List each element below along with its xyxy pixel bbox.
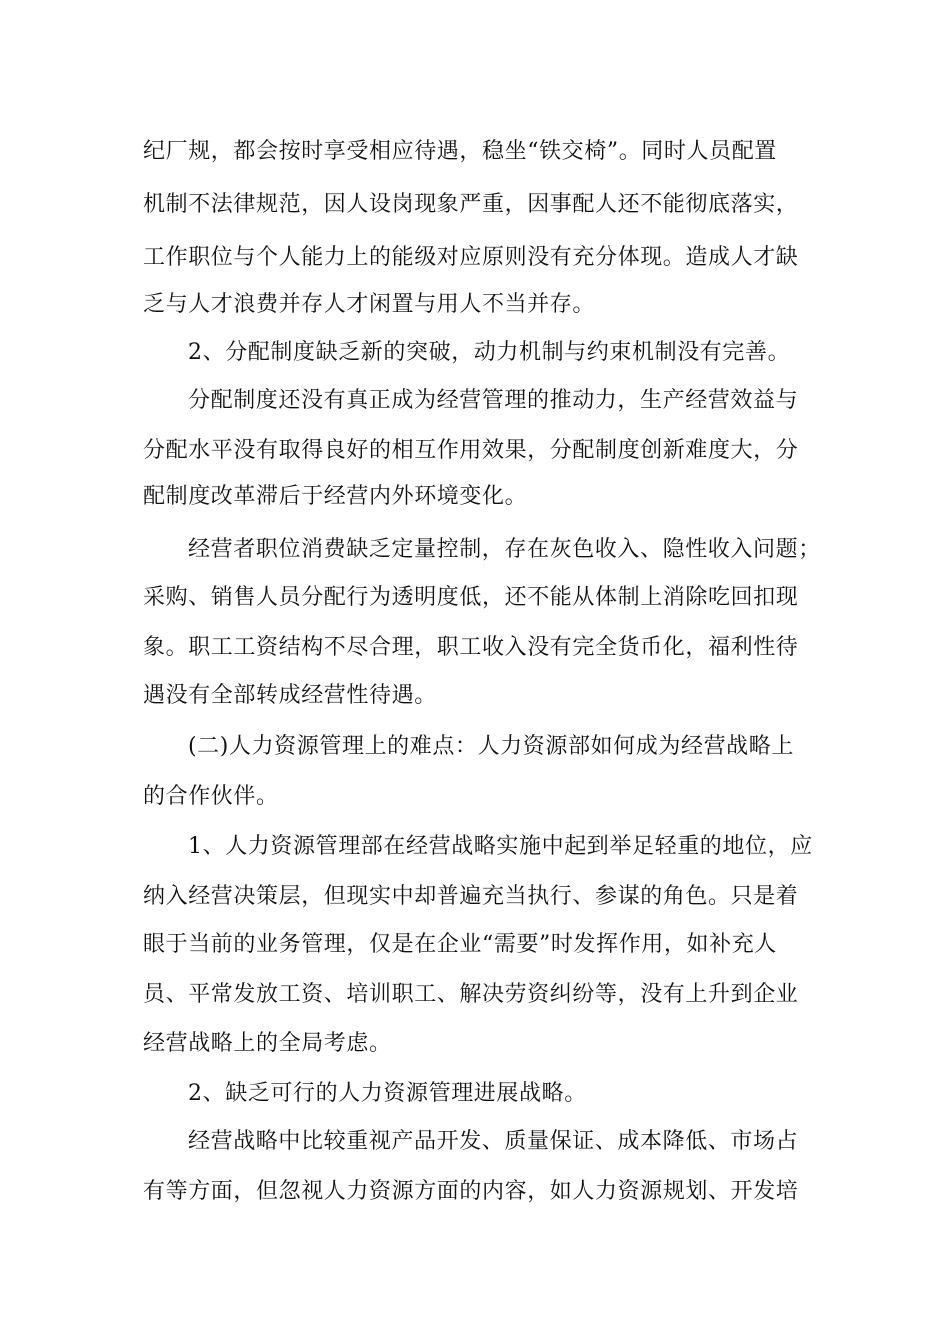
text-line: 乏与人才浪费并存人才闲置与用人不当并存。 (143, 292, 596, 317)
text-line: 有等方面，但忽视人力资源方面的内容，如人力资源规划、开发培 (143, 1179, 799, 1204)
text-line: 员、平常发放工资、培训职工、解决劳资纠纷等，没有上升到企业 (143, 982, 799, 1007)
text-line: 象。职工工资结构不尽合理，职工收入没有完全货币化，福利性待 (143, 635, 799, 660)
text-line: 采购、销售人员分配行为透明度低，还不能从体制上消除吃回扣现 (143, 585, 799, 610)
text-line: 分配水平没有取得良好的相互作用效果，分配制度创新难度大，分 (143, 438, 799, 463)
text-line: 纪厂规，都会按时享受相应待遇，稳坐“铁交椅”。同时人员配置 (143, 139, 777, 164)
text-line: 经营战略上的全局考虑。 (143, 1031, 392, 1056)
text-line: 眼于当前的业务管理，仅是在企业“需要”时发挥作用，如补充人 (143, 932, 777, 957)
text-line: 配制度改革滞后于经营内外环境变化。 (143, 484, 528, 509)
text-line: 分配制度还没有真正成为经营管理的推动力，生产经营效益与 (188, 388, 799, 413)
text-line: 工作职位与个人能力上的能级对应原则没有充分体现。造成人才缺 (143, 245, 799, 270)
text-line: 机制不法律规范，因人设岗现象严重，因事配人还不能彻底落实， (143, 192, 799, 217)
text-line: 遇没有全部转成经营性待遇。 (143, 683, 437, 708)
text-line: 经营者职位消费缺乏定量控制，存在灰色收入、隐性收入问题； (188, 537, 821, 562)
heading-line: (二)人力资源管理上的难点：人力资源部如何成为经营战略上 (188, 734, 794, 759)
text-line: 1、人力资源管理部在经营战略实施中起到举足轻重的地位，应 (188, 834, 813, 859)
text-line: 纳入经营决策层，但现实中却普遍充当执行、参谋的角色。只是着 (143, 884, 799, 909)
text-line: 经营战略中比较重视产品开发、质量保证、成本降低、市场占 (188, 1129, 799, 1154)
heading-line: 2、缺乏可行的人力资源管理进展战略。 (188, 1081, 587, 1106)
heading-line: 2、分配制度缺乏新的突破，动力机制与约束机制没有完善。 (188, 340, 791, 365)
text-line: 的合作伙伴。 (143, 784, 279, 809)
